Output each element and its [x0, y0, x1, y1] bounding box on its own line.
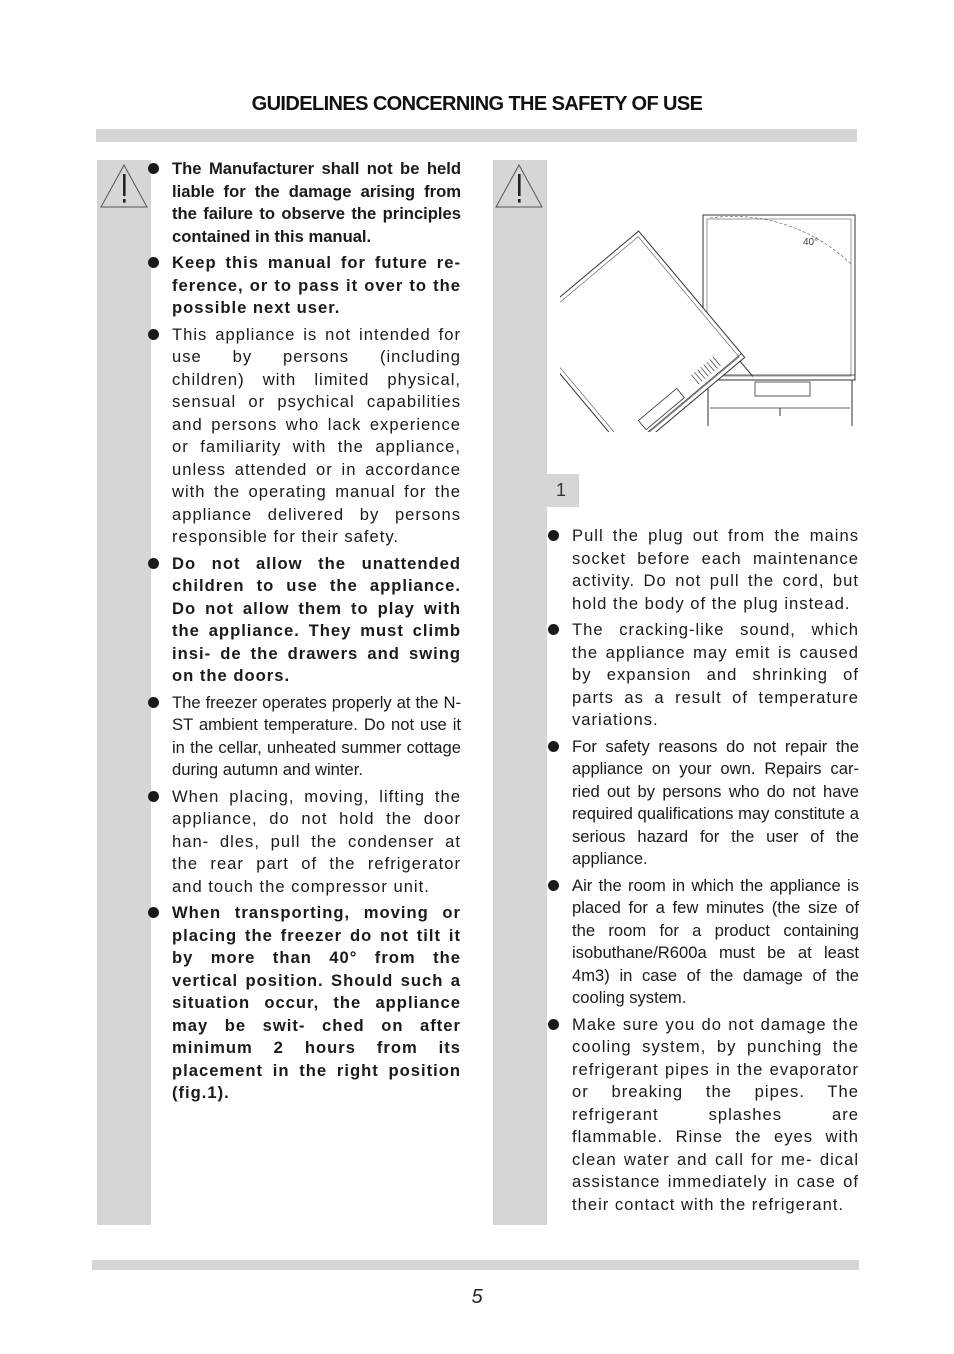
header-divider [96, 129, 857, 142]
left-margin-bar [97, 160, 151, 1225]
tilted-freezer-diagram [560, 170, 865, 432]
warning-triangle-icon [99, 162, 149, 210]
page-title: GUIDELINES CONCERNING THE SAFETY OF USE [251, 93, 703, 115]
left-safety-list [148, 158, 461, 1109]
footer-divider [92, 1260, 859, 1270]
list-item: Make sure you do not damage the cooling system, by punching the refrigerant pipes in the evaporator or breaking the pipes. The refrigerant splashes are flammable. Rinse the eyes with clean water and call for me- dical assistance immediately in case of their contact with the refrigerant. [548, 1014, 859, 1217]
list-item: When placing, moving, lifting the appliance, do not hold the door han- dles, pull the condenser at the rear part of the refrigerator and touch the compressor unit. [148, 786, 461, 899]
page-number: 5 [471, 1286, 483, 1308]
right-margin-bar [493, 160, 547, 1225]
right-safety-list [548, 525, 859, 1220]
list-item: Air the room in which the appliance is placed for a few minutes (the size of the room for a product containing isobuthane/R600a must be at least 4m3) in case of the damage of the cooling system. [548, 875, 859, 1010]
list-item: The cracking-like sound, which the appliance may emit is caused by expansion and shrinking of parts as a result of temperature variations. [548, 619, 859, 732]
warning-triangle-icon [494, 162, 544, 210]
list-item: For safety reasons do not repair the appliance on your own. Repairs car- ried out by persons who do not have required qualifications may constitute a serious hazard for the user of the appliance. [548, 736, 859, 871]
list-item: This appliance is not intended for use by persons (including children) with limited physical, sensual or psychical capabilities and persons who lack experience or familiarity with the appliance, unless attended or in accordance with the operating manual for the appliance delivered by persons responsible for their safety. [148, 324, 461, 549]
angle-label: 40° [803, 237, 819, 248]
list-item: The freezer operates properly at the N-ST ambient temperature. Do not use it in the cellar, unheated summer cottage during autumn and winter. [148, 692, 461, 782]
list-item: The Manufacturer shall not be held liable for the damage arising from the failure to observe the principles contained in this manual. [148, 158, 461, 248]
list-item: Do not allow the unattended children to use the appliance. Do not allow them to play with the appliance. They must climb insi- de the drawers and swing on the doors. [148, 553, 461, 688]
list-item: Keep this manual for future re- ference, or to pass it over to the possible next user. [148, 252, 461, 320]
list-item: Pull the plug out from the mains socket before each maintenance activity. Do not pull the cord, but hold the body of the plug instead. [548, 525, 859, 615]
figure-number: 1 [546, 474, 579, 507]
list-item: When transporting, moving or placing the freezer do not tilt it by more than 40° from the vertical position. Should such a situation occur, the appliance may be swit- ched on after minimum 2 hours from its placement in the right position (fig.1). [148, 902, 461, 1105]
